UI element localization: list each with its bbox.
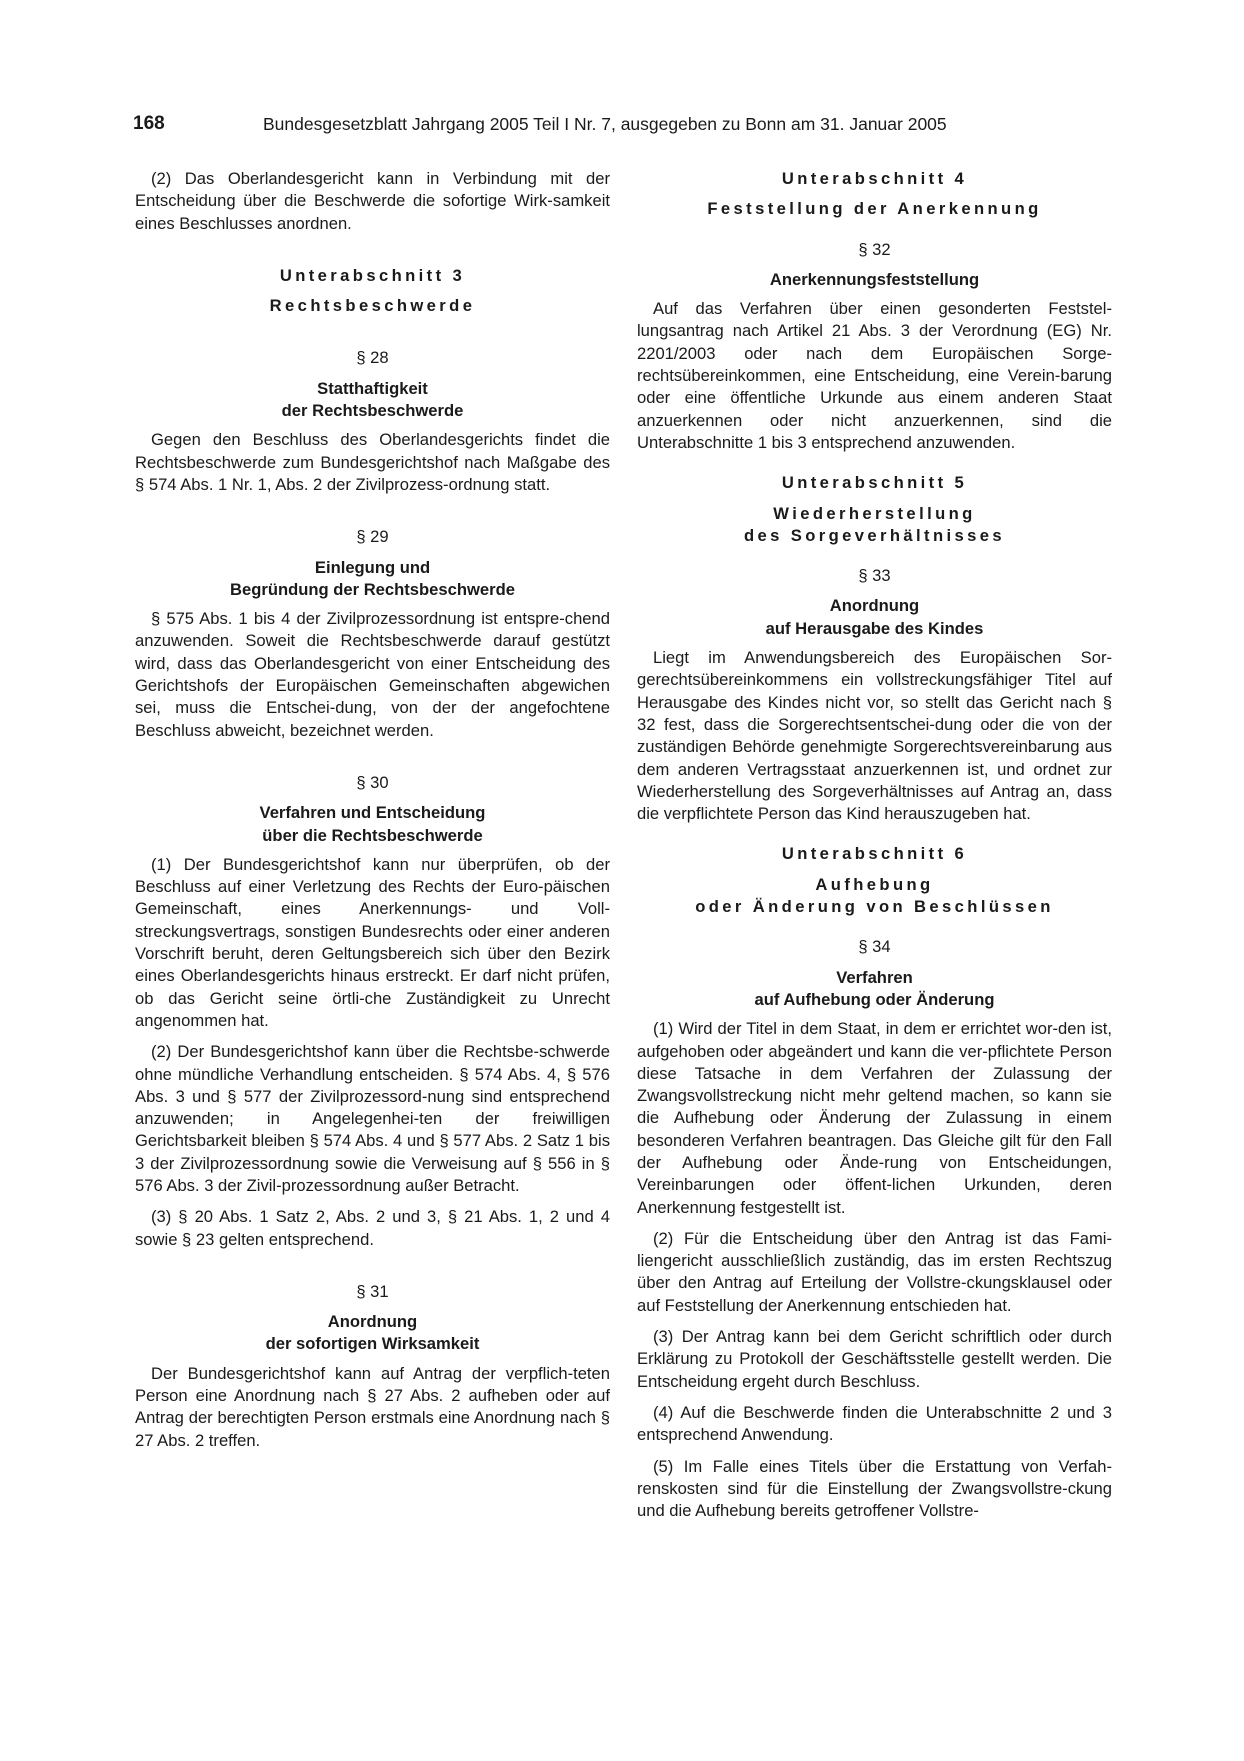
subsection-6-title: Unterabschnitt 6 (781, 844, 968, 864)
section-29-heading-2: Begründung der Rechtsbeschwerde (230, 579, 515, 599)
section-34-heading-1: Verfahren (836, 967, 913, 987)
section-29-text: § 575 Abs. 1 bis 4 der Zivilprozessordnung ist entspre-chend anzuwenden. Soweit die Rechtsbeschwerde darauf gestützt wird, dass das Oberlandesgericht von einer Entscheidung des Gerichtshofs der Europäischen Gemeinschaften abgewichen sei, muss die Entschei-dung, von der der angefochtene Beschluss abweicht, bezeichnet werden. (135, 609, 610, 740)
section-34-heading-2: auf Aufhebung oder Änderung (754, 989, 995, 1009)
subsection-4-title: Unterabschnitt 4 (781, 169, 968, 188)
section-30-paragraph-2: (2) Der Bundesgerichtshof kann über die Rechtsbe-schwerde ohne mündliche Verhandlung entscheiden. § 574 Abs. 4, § 576 Abs. 3 und § 577 der Zivilprozessord-nung sind entsprechend anzuwenden; in Angelegenhei-ten der freiwilligen Gerichtsbarkeit bleiben § 574 Abs. 4 und § 577 Abs. 2 Satz 1 bis 3 der Zivilprozessordnung sowie die Verweisung auf § 556 in § 576 Abs. 3 der Zivil-prozessordnung außer Betracht. (135, 1042, 610, 1195)
section-29-heading-1: Einlegung und (314, 557, 431, 577)
section-28-heading-1: Statthaftigkeit (317, 378, 428, 398)
section-33-number: § 33 (858, 566, 891, 586)
section-30-number: § 30 (356, 772, 389, 792)
paragraph-27-2: (2) Das Oberlandesgericht kann in Verbindung mit der Entscheidung über die Beschwerde die sofortige Wirk-samkeit eines Beschlusses anordnen. (135, 169, 610, 233)
section-30-paragraph-1: (1) Der Bundesgerichtshof kann nur überprüfen, ob der Beschluss auf einer Verletzung des Rechts der Euro-päischen Gemeinschaft, eines Anerkennungs- und Voll-streckungsvertrags, sonstigen Bundesrechts oder einer anderen Vorschrift beruht, deren Geltungsbereich sich über den Bezirk eines Oberlandesgerichts hinaus erstreckt. Er darf nicht prüfen, ob das Gericht seine örtli-che Zuständigkeit zu Unrecht angenommen hat. (135, 854, 610, 1030)
subsection-3-subtitle: Rechtsbeschwerde (269, 296, 476, 316)
section-34-paragraph-4: (4) Auf die Beschwerde finden die Unterabschnitte 2 und 3 entsprechend Anwendung. (637, 1402, 1112, 1445)
subsection-5-subtitle-1: Wiederherstellung (773, 503, 976, 523)
section-34-number: § 34 (858, 937, 891, 957)
page-number: 168 (133, 113, 165, 134)
section-30-heading-1: Verfahren und Entscheidung (259, 803, 486, 823)
section-34-paragraph-5: (5) Im Falle eines Titels über die Erstattung von Verfah-renskosten sind für die Einstellung der Zwangsvollstre-ckung und die Aufhebung bereits getroffener Vollstre- (637, 1456, 1112, 1521)
section-32-text: Auf das Verfahren über einen gesonderten Feststel-lungsantrag nach Artikel 21 Abs. 3 der Verordnung (EG) Nr. 2201/2003 oder nach dem Europäischen Sorge-rechtsübereinkommen, eine Entscheidung, eine Verein-barung oder eine öffentliche Urkunde aus einem anderen Staat anzuerkennen oder nicht anzuerkennen, sind die Unterabschnitte 1 bis 3 entsprechend anzuwenden. (637, 299, 1112, 452)
section-30-paragraph-3: (3) § 20 Abs. 1 Satz 2, Abs. 2 und 3, § 21 Abs. 1, 2 und 4 sowie § 23 gelten entsprechend. (135, 1207, 610, 1249)
section-34-paragraph-3: (3) Der Antrag kann bei dem Gericht schriftlich oder durch Erklärung zu Protokoll der Geschäftsstelle gestellt werden. Die Entscheidung ergeht durch Beschluss. (637, 1327, 1112, 1391)
subsection-3-title: Unterabschnitt 3 (279, 265, 466, 285)
section-28-number: § 28 (356, 348, 389, 368)
section-34-paragraph-2: (2) Für die Entscheidung über den Antrag ist das Fami-liengericht ausschließlich zuständig, das im ersten Rechtszug über den Antrag auf Erteilung der Vollstre-ckungsklausel oder auf Feststellung der Anerkennung entschieden hat. (637, 1228, 1112, 1315)
section-32-number: § 32 (858, 239, 891, 259)
running-head: Bundesgesetzblatt Jahrgang 2005 Teil I Nr. 7, ausgegeben zu Bonn am 31. Januar 2005 (263, 114, 947, 134)
section-29-number: § 29 (356, 527, 389, 547)
subsection-5-subtitle-2: des Sorgeverhältnisses (743, 525, 1006, 545)
section-30-heading-2: über die Rechtsbeschwerde (262, 825, 483, 845)
section-33-heading-2: auf Herausgabe des Kindes (765, 618, 984, 638)
left-column (135, 168, 610, 1452)
section-31-text: Der Bundesgerichtshof kann auf Antrag der verpflich-teten Person eine Anordnung nach § 27 Abs. 2 aufheben oder auf Antrag der berechtigten Person erstmals eine Anordnung nach § 27 Abs. 2 treffen. (135, 1363, 610, 1450)
subsection-4-subtitle: Feststellung der Anerkennung (707, 199, 1042, 219)
section-28-text: Gegen den Beschluss des Oberlandesgerichts findet die Rechtsbeschwerde zum Bundesgerichtshof nach Maßgabe des § 574 Abs. 1 Nr. 1, Abs. 2 der Zivilprozess-ordnung statt. (135, 430, 610, 494)
right-column (637, 168, 1112, 1522)
section-33-heading-1: Anordnung (829, 596, 920, 616)
section-28-heading-2: der Rechtsbeschwerde (281, 401, 464, 421)
section-31-heading-2: der sofortigen Wirksamkeit (265, 1334, 480, 1354)
subsection-5-title: Unterabschnitt 5 (781, 473, 968, 493)
section-32-heading: Anerkennungsfeststellung (769, 269, 980, 289)
subsection-6-subtitle-1: Aufhebung (815, 874, 934, 894)
section-31-heading-1: Anordnung (327, 1312, 418, 1332)
page-header (133, 113, 1113, 139)
section-31-number: § 31 (356, 1281, 389, 1301)
section-34-paragraph-1: (1) Wird der Titel in dem Staat, in dem er errichtet wor-den ist, aufgehoben oder abgeändert und kann die ver-pflichtete Person diese Tatsache in dem Verfahren der Zulassung der Zwangsvollstreckung nicht mehr geltend machen, so kann sie die Aufhebung oder Änderung der Zulassung in einem besonderen Verfahren beantragen. Das Gleiche gilt für den Fall der Aufhebung oder Ände-rung von Entscheidungen, Vereinbarungen oder öffent-lichen Urkunden, deren Anerkennung festgestellt ist. (637, 1019, 1112, 1217)
subsection-6-subtitle-2: oder Änderung von Beschlüssen (695, 897, 1054, 917)
section-33-text: Liegt im Anwendungsbereich des Europäischen Sor-gerechtsübereinkommens ein vollstreckungsfähiger Titel auf Herausgabe des Kindes nicht vor, so stellt das Gericht nach § 32 fest, dass die Sorgerechtsentschei-dung oder die von der zuständigen Behörde genehmigte Sorgerechtsvereinbarung aus dem anderen Vertragsstaat anzuerkennen ist, und ordnet zur Wiederherstellung des Sorgeverhältnisses auf Antrag an, dass die verpflichtete Person das Kind herauszugeben hat. (637, 648, 1112, 824)
